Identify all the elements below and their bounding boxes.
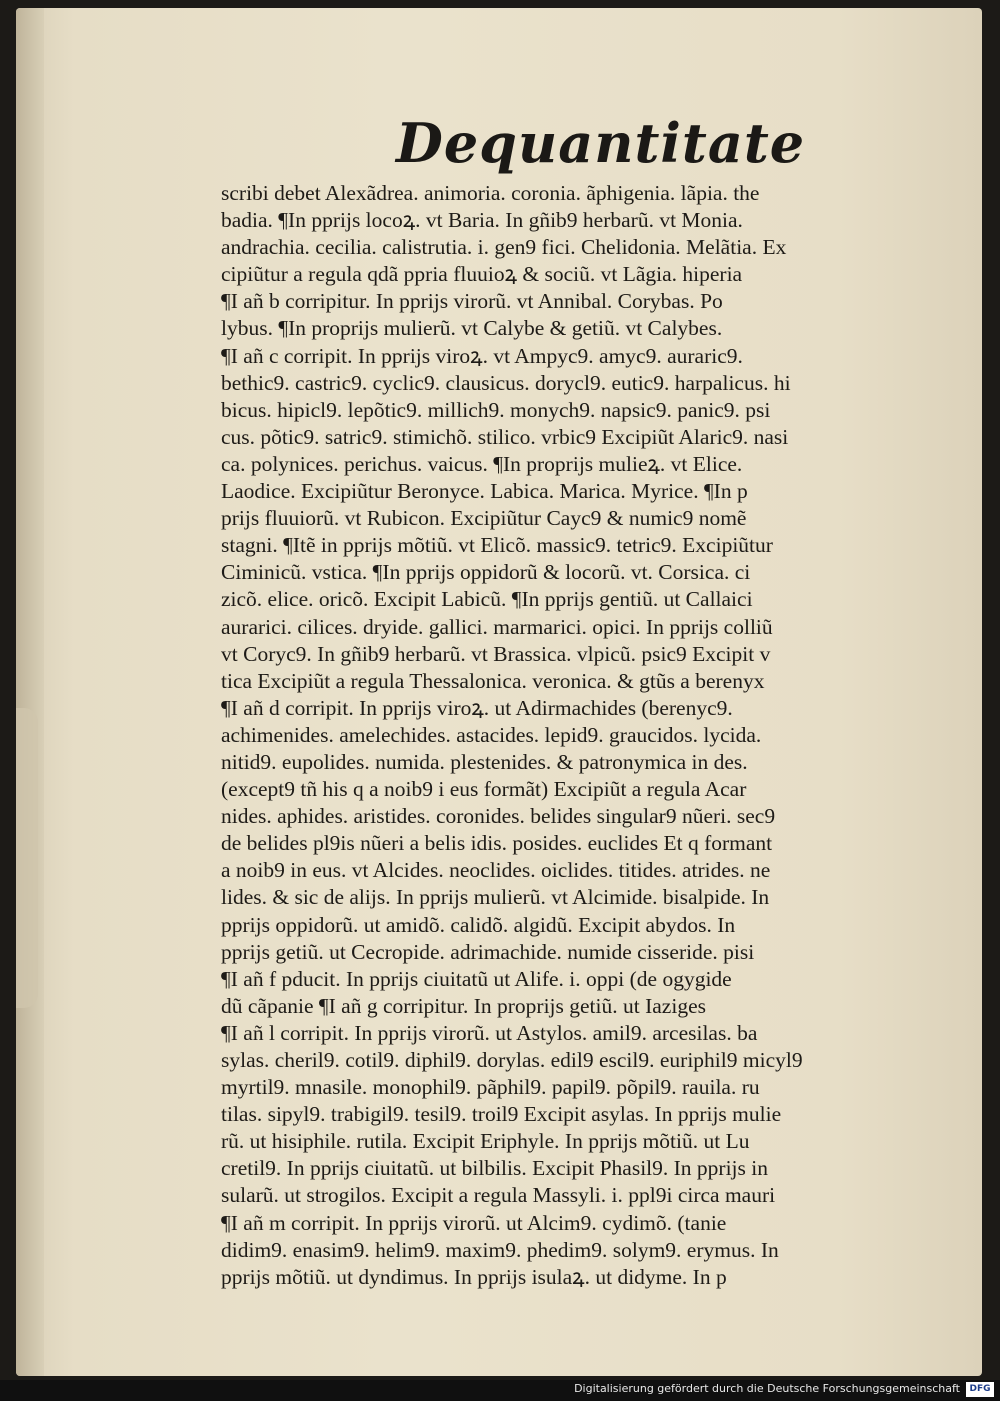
- text-line: Ciminicũ. vstica. ¶In pprijs oppidorũ & locorũ. vt. Corsica. ci: [221, 560, 751, 585]
- text-line: nitid9. eupolides. numida. plestenides. & patronymica in des.: [221, 749, 748, 774]
- text-line: ¶I añ l corripit. In pprijs virorũ. ut Astylos. amil9. arcesilas. ba: [221, 1020, 758, 1045]
- text-line: ¶I añ d corripit. In pprijs viroꝝ. ut Adirmachides (berenyc9.: [221, 695, 733, 720]
- text-line: cretil9. In pprijs ciuitatũ. ut bilbilis. Excipit Phasil9. In pprijs in: [221, 1156, 769, 1181]
- text-line: cipiũtur a regula qdã ppria fluuioꝝ & sociũ. vt Lãgia. hiperia: [221, 262, 743, 287]
- text-line: cus. põtic9. satric9. stimichõ. stilico. vrbic9 Excipiũt Alaric9. nasi: [221, 424, 789, 449]
- text-line: andrachia. cecilia. calistrutia. i. gen9 fici. Chelidonia. Melãtia. Ex: [221, 235, 787, 260]
- page-heading: Dequantitate: [396, 111, 806, 175]
- text-line: (except9 tñ his q a noib9 i eus formãt) Excipiũt a regula Acar: [221, 777, 747, 802]
- text-line: ¶I añ f pducit. In pprijs ciuitatũ ut Alife. i. oppi (de ogygide: [221, 966, 732, 991]
- page-edge: [16, 8, 44, 1376]
- text-line: lides. & sic de alijs. In pprijs mulierũ. vt Alcimide. bisalpide. In: [221, 885, 770, 910]
- text-line: rũ. ut hisiphile. rutila. Excipit Eriphyle. In pprijs mõtiũ. ut Lu: [221, 1129, 750, 1154]
- text-line: achimenides. amelechides. astacides. lepid9. graucidos. lycida.: [221, 722, 762, 747]
- text-line: myrtil9. mnasile. monophil9. pãphil9. papil9. põpil9. rauila. ru: [221, 1075, 760, 1100]
- text-line: scribi debet Alexãdrea. animoria. coronia. ãphigenia. lãpia. the: [221, 181, 760, 205]
- text-line: aurarici. cilices. dryide. gallici. marmarici. opici. In pprijs colliũ: [221, 614, 773, 639]
- body-text: [221, 180, 881, 1291]
- text-line: pprijs mõtiũ. ut dyndimus. In pprijs isulaꝝ. ut didyme. In p: [221, 1264, 727, 1289]
- text-line: sylas. cheril9. cotil9. diphil9. dorylas. edil9 escil9. euriphil9 micyl9: [221, 1048, 803, 1072]
- text-line: a noib9 in eus. vt Alcides. neoclides. oiclides. titides. atrides. ne: [221, 858, 771, 883]
- text-line: ¶I añ b corripitur. In pprijs virorũ. vt Annibal. Corybas. Po: [221, 289, 723, 314]
- footer-bar: [0, 1380, 1000, 1401]
- text-line: badia. ¶In pprijs locoꝝ. vt Baria. In gñib9 herbarũ. vt Monia.: [221, 208, 743, 233]
- text-line: dũ cãpanie ¶I añ g corripitur. In proprijs getiũ. ut Iaziges: [221, 993, 706, 1018]
- text-line: ¶I añ c corripit. In pprijs viroꝝ. vt Ampyc9. amyc9. auraric9.: [221, 343, 743, 368]
- text-line: tica Excipiũt a regula Thessalonica. veronica. & gtũs a berenyx: [221, 668, 765, 693]
- text-line: didim9. enasim9. helim9. maxim9. phedim9. solym9. erymus. In: [221, 1237, 779, 1262]
- book-page: [16, 8, 982, 1376]
- text-line: Laodice. Excipiũtur Beronyce. Labica. Marica. Myrice. ¶In p: [221, 479, 748, 504]
- page-clip-shadow: [16, 708, 38, 1008]
- text-line: lybus. ¶In proprijs mulierũ. vt Calybe & getiũ. vt Calybes.: [221, 316, 723, 341]
- text-line: ca. polynices. perichus. vaicus. ¶In proprijs mulieꝝ. vt Elice.: [221, 451, 743, 476]
- text-line: vt Coryc9. In gñib9 herbarũ. vt Brassica. vlpicũ. psic9 Excipit v: [221, 641, 771, 666]
- footer-credit: Digitalisierung gefördert durch die Deutsche Forschungsgemeinschaft: [574, 1382, 960, 1395]
- text-line: bethic9. castric9. cyclic9. clausicus. dorycl9. eutic9. harpalicus. hi: [221, 370, 791, 395]
- text-line: stagni. ¶Itẽ in pprijs mõtiũ. vt Elicõ. massic9. tetric9. Excipiũtur: [221, 533, 773, 558]
- text-line: pprijs oppidorũ. ut amidõ. calidõ. algidũ. Excipit abydos. In: [221, 912, 736, 937]
- text-line: prijs fluuiorũ. vt Rubicon. Excipiũtur Cayc9 & numic9 nomẽ: [221, 506, 747, 531]
- text-line: pprijs getiũ. ut Cecropide. adrimachide. numide cisseride. pisi: [221, 939, 755, 964]
- text-line: tilas. sipyl9. trabigil9. tesil9. troil9 Excipit asylas. In pprijs mulie: [221, 1102, 782, 1127]
- text-line: zicõ. elice. oricõ. Excipit Labicũ. ¶In pprijs gentiũ. ut Callaici: [221, 587, 753, 612]
- text-line: ¶I añ m corripit. In pprijs virorũ. ut Alcim9. cydimõ. (tanie: [221, 1210, 727, 1235]
- text-line: de belides pl9is nũeri a belis idis. posides. euclides Et q formant: [221, 831, 773, 856]
- text-line: nides. aphides. aristides. coronides. belides singular9 nũeri. sec9: [221, 804, 776, 829]
- text-line: sularũ. ut strogilos. Excipit a regula Massyli. i. ppl9i circa mauri: [221, 1183, 776, 1208]
- text-line: bicus. hipicl9. lepõtic9. millich9. monych9. napsic9. panic9. psi: [221, 397, 771, 422]
- dfg-logo-icon: DFG: [966, 1382, 994, 1397]
